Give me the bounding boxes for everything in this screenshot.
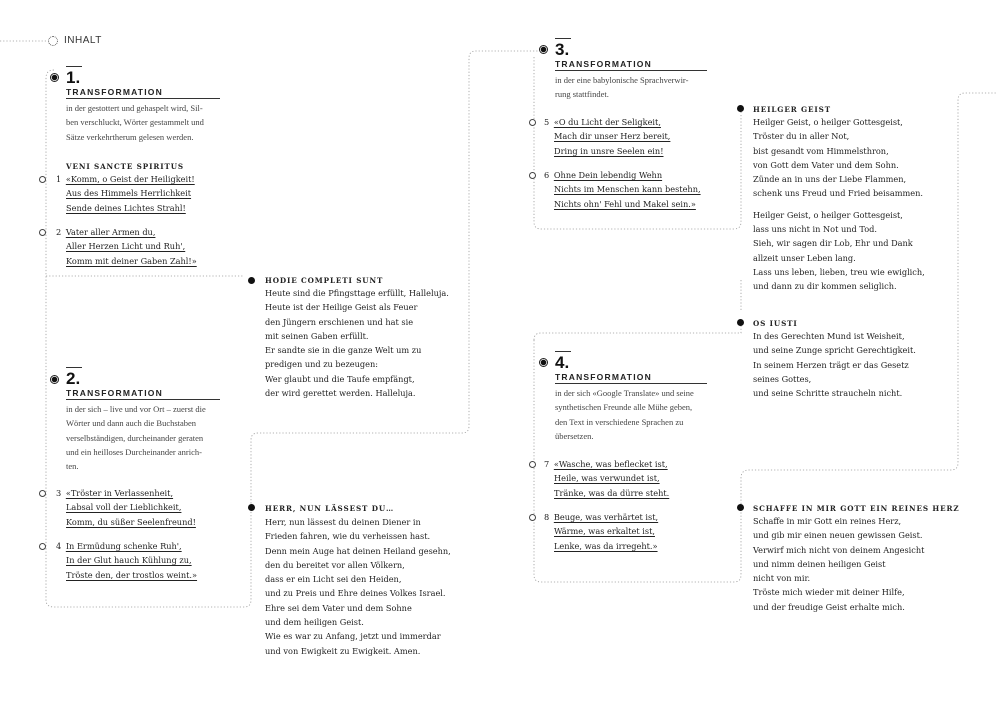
section-title: TRANSFORMATION [66,87,220,99]
heilger-geist-text [753,115,925,294]
verse-4[interactable] [56,539,197,582]
text-line: Er sandte sie in die ganze Welt um zu [265,345,422,356]
verse-marker-icon [39,490,46,497]
text-line: allzeit unser Leben lang. [753,252,856,263]
section-title: TRANSFORMATION [555,372,707,384]
text-line: schenk uns Freud und Fried beisammen. [753,188,923,199]
verse-line: Aus des Himmels Herrlichkeit [66,188,192,199]
text-marker-icon [737,105,744,112]
text-heading: HEILGER GEIST [753,105,831,114]
verse-line: Dring in unsre Seelen ein! [554,145,664,156]
verse-line: Komm, du süßer Seelenfreund! [66,516,196,527]
verse-marker-icon [529,461,536,468]
verse-marker-icon [529,172,536,179]
text-line: und gib mir einen neuen gewissen Geist. [753,530,923,541]
text-line: In seinem Herzen trägt er das Gesetz [753,359,909,370]
text-line: und seine Schritte straucheln nicht. [753,388,903,399]
text-line: und von Ewigkeit zu Ewigkeit. Amen. [265,645,421,656]
text-line: von Gott dem Vater und dem Sohn. [753,159,899,170]
verse-line: «Wasche, was beflecket ist, [553,459,668,469]
verse-marker-icon [529,514,536,521]
text-line: den Jüngern erschienen und hat sie [265,316,414,327]
text-heading: OS IUSTI [753,319,798,328]
verse-line: Beuge, was verhärtet ist, [553,512,659,522]
intro-line: und ein heilloses Durcheinander anrich- [66,446,202,457]
intro-line: übersetzen. [555,430,594,441]
section-marker-icon [539,45,548,54]
verse-line: Lenke, was da irregeht.» [554,540,658,551]
verse-2[interactable] [56,225,197,268]
section-title: TRANSFORMATION [555,59,707,71]
verse-3[interactable] [56,486,196,529]
verse-marker-icon [39,229,46,236]
verse-line: Tränke, was da dürre steht. [554,487,670,498]
text-line: Sieh, wir sagen dir Lob, Ehr und Dank [753,238,913,249]
text-line: Heilger Geist, o heilger Gottesgeist, [753,209,903,220]
verse-number: 3 [56,488,62,498]
text-line: Ehre sei dem Vater und dem Sohne [265,602,412,613]
intro-line: in der sich – live und vor Ort – zuerst die [66,404,206,414]
text-line: Tröste mich wieder mit deiner Hilfe, [753,587,905,598]
verse-line: Vater aller Armen du, [65,227,156,237]
verse-line: Nichts ohn' Fehl und Makel sein.» [554,198,696,209]
verse-line: Aller Herzen Licht und Ruh', [66,241,186,252]
intro-line: verselbständigen, durcheinander geraten [66,432,204,443]
verse-line: In der Glut hauch Kühlung zu, [66,555,192,566]
verse-line: Tröste den, der trostlos weint.» [66,569,198,580]
section-number: 3. [555,38,707,59]
text-heading: HERR, NUN LÄSSEST DU… [265,504,395,513]
section-1 [66,66,220,144]
verse-line: «Komm, o Geist der Heiligkeit! [65,174,195,184]
text-line: Heute sind die Pfingsttage erfüllt, Halleluja. [265,288,449,298]
toc-link[interactable] [48,35,102,46]
section-number: 1. [66,66,220,87]
text-line: und seine Zunge spricht Gerechtigkeit. [753,345,916,356]
verse-line: Wärme, was erkaltet ist, [554,526,655,537]
intro-line: Sätze verkehrtherum gelesen werden. [66,131,194,142]
section-title: TRANSFORMATION [66,388,220,400]
verse-number: 4 [56,541,62,551]
os-iusti-text [753,329,916,400]
text-heading: HODIE COMPLETI SUNT [265,276,384,285]
text-marker-icon [737,319,744,326]
text-line: und dann zu dir kommen seliglich. [753,281,897,292]
verse-7[interactable] [544,457,669,500]
intro-line: in der gestottert und gehaspelt wird, Sil- [66,103,203,113]
intro-line: synthetischen Freunde alle Mühe geben, [555,402,693,413]
section-3 [555,38,707,102]
section-intro [66,101,220,144]
schaffe-text [753,514,924,614]
verse-marker-icon [39,176,46,183]
verse-line: Labsal voll der Lieblichkeit, [66,502,182,513]
intro-line: rung stattfindet. [555,89,609,100]
verse-line: Ohne Dein lebendig Wehn [553,170,663,180]
text-line: seines Gottes, [753,373,812,384]
text-marker-icon [248,277,255,284]
intro-line: ten. [66,461,79,472]
verse-line: Sende deines Lichtes Strahl! [66,202,186,213]
text-line: Wer glaubt und die Taufe empfängt, [265,373,415,384]
section-number: 4. [555,351,707,372]
text-line: und der freudige Geist erhalte mich. [753,601,905,612]
section-intro [555,386,707,443]
intro-line: in der eine babylonische Sprachverwir- [555,75,689,85]
contents-icon [48,36,58,46]
section-marker-icon [50,73,59,82]
text-line: Lass uns leben, lieben, treu wie ewiglich, [753,266,925,277]
text-line: Tröster du in aller Not, [753,131,850,142]
text-line: predigen und zu bezeugen: [265,359,379,370]
text-line: Heute ist der Heilige Geist als Feuer [265,302,418,313]
text-line: mit seinen Gaben erfüllt. [265,330,369,341]
text-line: In des Gerechten Mund ist Weisheit, [753,331,905,341]
verse-marker-icon [529,119,536,126]
verse-8[interactable] [544,510,658,553]
text-line: der wird gerettet werden. Halleluja. [265,388,416,399]
verse-number: 7 [544,459,550,469]
text-marker-icon [737,504,744,511]
text-line: Heilger Geist, o heilger Gottesgeist, [753,117,903,127]
section-number: 2. [66,367,220,388]
verse-line: In Ermüdung schenke Ruh', [65,541,182,551]
text-line: lass uns nicht in Not und Tod. [753,224,877,235]
section-2 [66,367,220,473]
verse-line: «Tröster in Verlassenheit, [65,488,174,498]
text-line: Schaffe in mir Gott ein reines Herz, [753,516,902,526]
text-heading: SCHAFFE IN MIR GOTT EIN REINES HERZ [753,504,960,513]
text-line: nicht von mir. [753,573,811,584]
verse-number: 8 [544,512,550,522]
section-intro [66,402,220,473]
verse-number: 1 [56,174,62,184]
verse-line: «O du Licht der Seligkeit, [553,117,661,127]
text-line: Zünde an in uns der Liebe Flammen, [753,174,907,185]
verse-number: 5 [544,117,550,127]
section-marker-icon [50,375,59,384]
section-intro [555,73,707,102]
verse-marker-icon [39,543,46,550]
verse-1[interactable] [56,172,195,215]
herr-text [265,515,451,658]
verse-line: Mach dir unser Herz bereit, [554,131,671,142]
verse-line: Nichts im Menschen kann bestehn, [554,184,701,195]
text-line: Wie es war zu Anfang, jetzt und immerdar [265,631,441,642]
intro-line: in der sich «Google Translate» und seine [555,388,694,398]
section-marker-icon [539,358,548,367]
text-line: und dem heiligen Geist. [265,617,364,628]
text-line: den du bereitet vor allen Völkern, [265,559,405,570]
intro-line: ben verschluckt, Wörter gestammelt und [66,117,204,128]
verse-number: 2 [56,227,62,237]
intro-line: den Text in verschiedene Sprachen zu [555,416,684,427]
verse-line: Heile, was verwundet ist, [554,473,660,484]
text-marker-icon [248,504,255,511]
intro-line: Wörter und dann auch die Buchstaben [66,418,197,429]
text-line: und nimm deinen heiligen Geist [753,558,886,569]
text-line: Frieden fahren, wie du verheissen hast. [265,531,431,542]
verse-line: Komm mit deiner Gaben Zahl!» [66,255,197,266]
text-line: dass er ein Licht sei den Heiden, [265,574,402,585]
text-line: bist gesandt vom Himmelsthron, [753,145,889,156]
toc-label: INHALT [64,35,102,46]
text-line: Herr, nun lässest du deinen Diener in [265,517,421,527]
verse-5[interactable] [544,115,670,158]
hodie-text [265,286,449,400]
verse-6[interactable] [544,168,701,211]
text-line: Verwirf mich nicht von deinem Angesicht [753,544,925,555]
section-4 [555,351,707,443]
text-line: und zu Preis und Ehre deines Volkes Israel. [265,588,446,599]
verse-number: 6 [544,170,550,180]
text-line: Denn mein Auge hat deinen Heiland gesehn, [265,545,451,556]
veni-heading: VENI SANCTE SPIRITUS [66,162,184,171]
